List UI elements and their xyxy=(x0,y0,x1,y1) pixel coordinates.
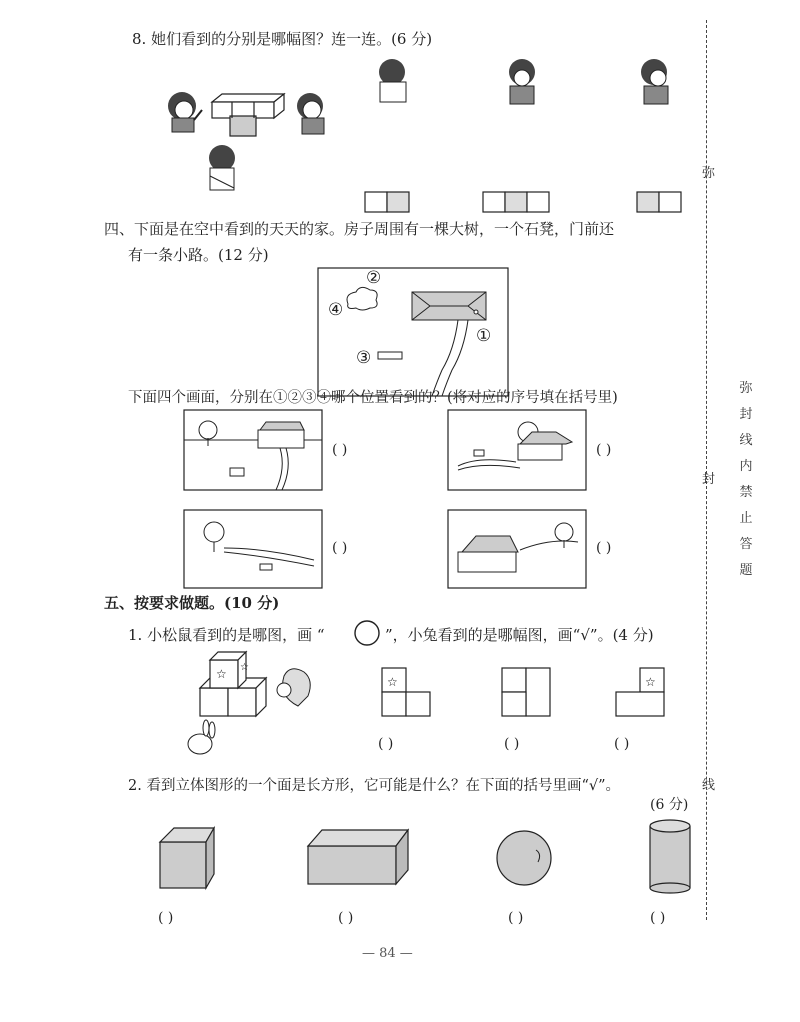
q8-girls-top xyxy=(370,58,700,108)
svg-text:☆: ☆ xyxy=(240,662,249,673)
side-mark-top: 弥 xyxy=(702,166,716,181)
scene-c-blank[interactable]: ( ) xyxy=(332,540,348,556)
girl-side-icon xyxy=(641,59,668,104)
side-char: 内 xyxy=(739,459,753,474)
svg-text:☆: ☆ xyxy=(216,667,227,681)
girl-left-icon xyxy=(168,92,202,132)
view-c-blank[interactable]: ( ) xyxy=(614,736,630,752)
svg-text:☆: ☆ xyxy=(387,675,398,689)
side-char: 封 xyxy=(739,407,753,422)
view-c xyxy=(614,666,674,722)
girl-back-icon xyxy=(379,59,406,102)
side-char: 弥 xyxy=(739,381,753,396)
side-char: 禁 xyxy=(739,485,753,500)
squirrel-icon xyxy=(277,669,310,706)
cuboid-blank[interactable]: ( ) xyxy=(338,910,354,926)
s5-q1-b: ”，小兔看到的是哪幅图，画“√”。(4 分) xyxy=(385,626,654,644)
sphere-shape xyxy=(496,830,554,888)
view-b xyxy=(500,666,560,722)
view-a-blank[interactable]: ( ) xyxy=(378,736,394,752)
s5-q2-score: (6 分) xyxy=(650,797,689,813)
scene-b xyxy=(448,410,586,490)
cylinder-blank[interactable]: ( ) xyxy=(650,910,666,926)
side-vertical-text xyxy=(738,376,754,584)
side-char: 线 xyxy=(739,433,753,448)
cuboid-shape xyxy=(306,828,410,888)
side-char: 答 xyxy=(739,537,753,552)
map-label-3: ③ xyxy=(356,348,372,368)
s5-q1-a: 1. 小松鼠看到的是哪图，画 “ xyxy=(128,626,325,644)
scene-a-blank[interactable]: ( ) xyxy=(332,442,348,458)
scene-a xyxy=(184,410,322,490)
scene-b-blank[interactable]: ( ) xyxy=(596,442,612,458)
sphere-blank[interactable]: ( ) xyxy=(508,910,524,926)
svg-text:☆: ☆ xyxy=(645,675,656,689)
scene-c xyxy=(184,510,322,588)
q8-view-options xyxy=(365,190,695,216)
scene-d-blank[interactable]: ( ) xyxy=(596,540,612,556)
q8-title: 8. 她们看到的分别是哪幅图？连一连。(6 分) xyxy=(132,30,433,48)
view-option-1 xyxy=(365,192,409,212)
map-label-4: ④ xyxy=(328,300,344,320)
rabbit-icon xyxy=(188,720,215,754)
cube-shape xyxy=(158,826,214,892)
s4-line2: 有一条小路。(12 分) xyxy=(128,246,269,264)
page-number: — 84 — xyxy=(362,946,413,961)
s4-instruction: 下面四个画面，分别在①②③④哪个位置看到的？(将对应的序号填在括号里) xyxy=(128,390,618,406)
s5-title: 五、按要求做题。(10 分) xyxy=(104,594,280,612)
side-char: 题 xyxy=(739,563,753,578)
view-option-3 xyxy=(637,192,681,212)
s4-line1: 四、下面是在空中看到的天天的家。房子周围有一棵大树，一个石凳，门前还 xyxy=(104,220,615,238)
house-roof xyxy=(412,292,486,320)
cube-blank[interactable]: ( ) xyxy=(158,910,174,926)
girl-right-icon xyxy=(297,93,324,134)
view-b-blank[interactable]: ( ) xyxy=(504,736,520,752)
side-mark-mid: 封 xyxy=(702,472,716,487)
map-label-1: ① xyxy=(476,326,492,346)
view-a xyxy=(380,666,440,722)
s5-q2: 2. 看到立体图形的一个面是长方形，它可能是什么？在下面的括号里画“√”。 xyxy=(128,778,621,794)
blocks-figure xyxy=(212,94,284,136)
girl-front-icon xyxy=(509,59,535,104)
view-option-2 xyxy=(483,192,549,212)
q8-scene xyxy=(160,80,340,200)
map-label-2: ② xyxy=(366,268,382,288)
girl-bottom-icon xyxy=(209,145,235,190)
side-char: 止 xyxy=(739,511,753,526)
side-mark-bottom: 线 xyxy=(702,778,716,793)
scene-d xyxy=(448,510,586,588)
cylinder-shape xyxy=(648,818,694,894)
cube-stack-scene xyxy=(180,652,340,762)
circle-mark-icon xyxy=(353,620,381,646)
